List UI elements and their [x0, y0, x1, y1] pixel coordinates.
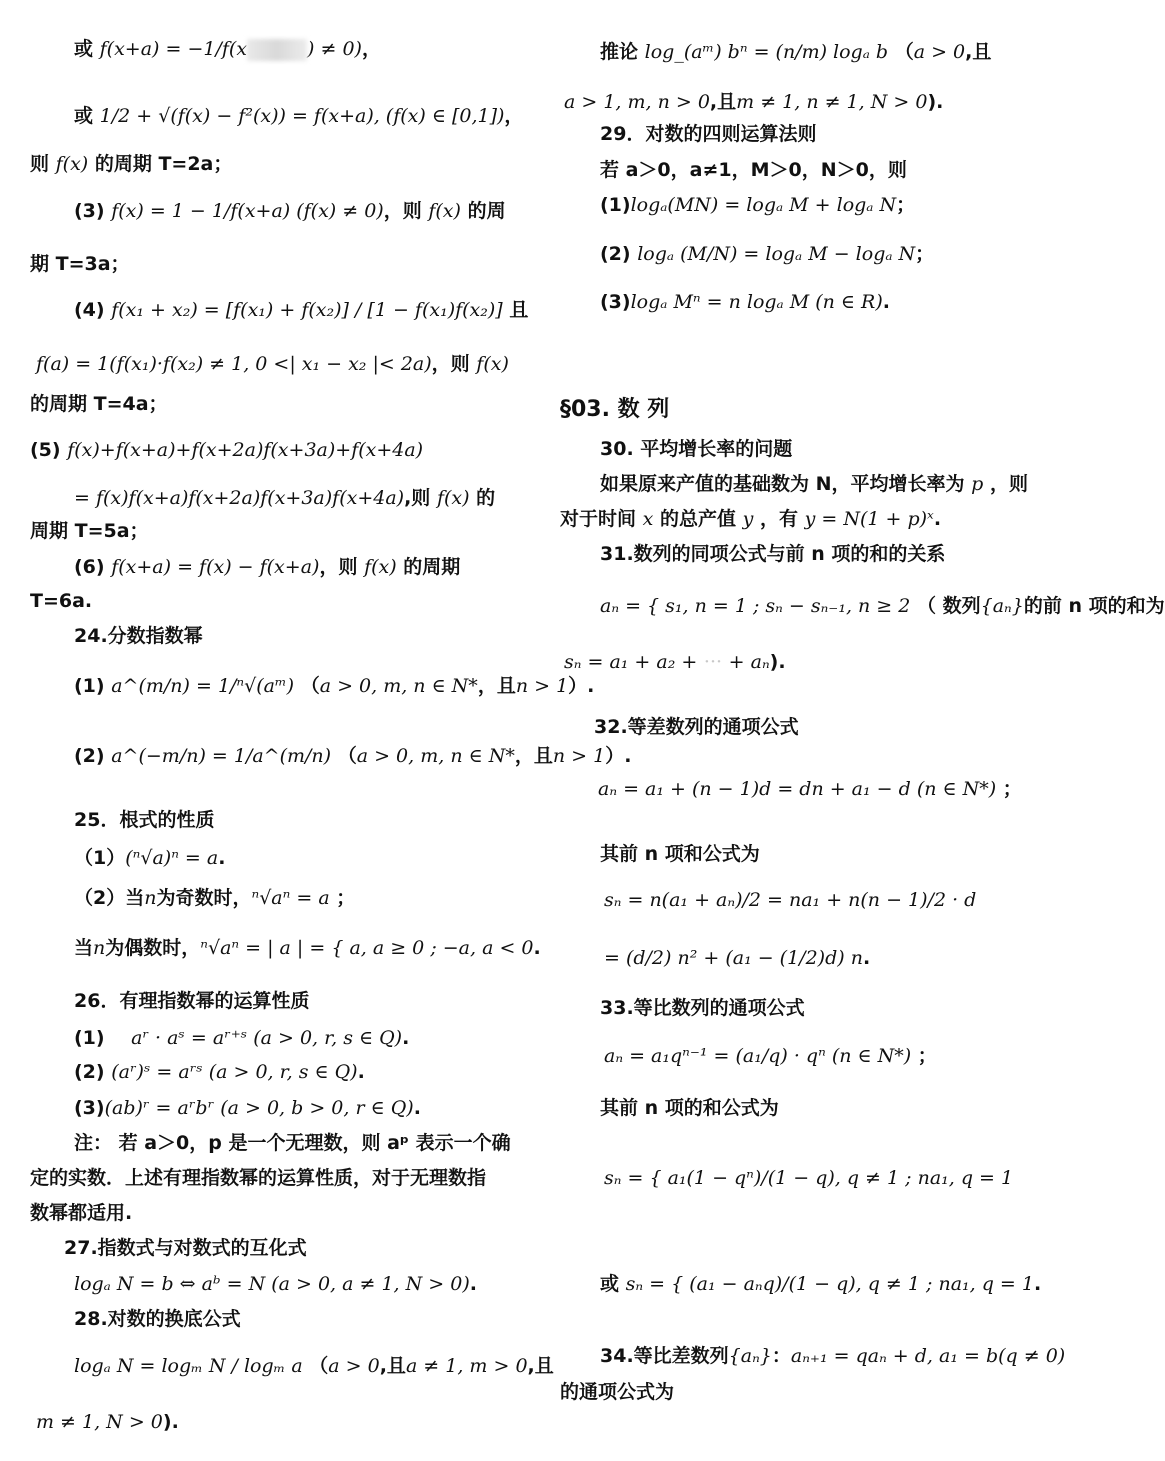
formula: = f(x)f(x+a)f(x+2a)f(x+3a)f(x+4a) [74, 487, 405, 509]
formula: f(x) [364, 556, 397, 578]
formula: f(a) = 1(f(x₁)·f(x₂) ≠ 1, 0 <| x₁ − x₂ |< 2a) [36, 353, 432, 375]
text: 25．根式的性质 [74, 809, 215, 831]
text: . [882, 291, 890, 313]
line [600, 38, 991, 66]
text: 28.对数的换底公式 [74, 1308, 241, 1330]
text: ； [336, 887, 356, 909]
note-line [74, 1129, 511, 1157]
text: ,且 [709, 91, 737, 113]
line [74, 1352, 554, 1380]
text: 或 [74, 38, 94, 60]
text: ，则 [383, 200, 422, 222]
formula: f(x+a) = −1/f(x [99, 38, 248, 60]
line [30, 587, 92, 615]
text: . [413, 1097, 421, 1119]
text: 34.等比差数列 [600, 1345, 729, 1367]
line [600, 470, 1028, 498]
formula: ) ≠ 0) [307, 38, 362, 60]
section-heading [600, 994, 805, 1022]
formula: n > 1 [552, 745, 606, 767]
text: 或 [74, 105, 94, 127]
text: 26．有理指数幂的运算性质 [74, 990, 310, 1012]
formula: logₐ (M/N) = logₐ M − logₐ N [637, 243, 916, 265]
line [600, 840, 760, 868]
formula: f(x) [436, 487, 470, 509]
line [74, 1058, 365, 1086]
text: ，则 [989, 473, 1028, 495]
text: ，则 [319, 556, 358, 578]
section-heading [594, 713, 799, 741]
section-heading [74, 1305, 241, 1333]
text: ； [915, 243, 935, 265]
text: ,且 [379, 1355, 406, 1377]
formula: f(x) [55, 153, 89, 175]
formula: y = N(1 + p)ˣ [804, 508, 934, 530]
text: ). [162, 1411, 179, 1433]
text: ）. [605, 745, 632, 767]
text: 数幂都适用. [30, 1202, 133, 1224]
formula: f(x) = 1 − 1/f(x+a) (f(x) ≠ 0) [111, 200, 384, 222]
text: 为偶数时， [105, 937, 201, 959]
text: (3) [600, 291, 631, 313]
formula: (aʳ)ˢ = aʳˢ (a > 0, r, s ∈ Q) [111, 1061, 358, 1083]
formula: n [93, 937, 106, 959]
formula: a > 1, m, n > 0 [564, 91, 710, 113]
text: (2) [600, 243, 631, 265]
text: 33.等比数列的通项公式 [600, 997, 805, 1019]
formula: a > 0, m, n ∈ N* [319, 675, 478, 697]
line [600, 1342, 1065, 1370]
line [560, 1378, 674, 1406]
line [564, 88, 943, 116]
text: ； [896, 194, 916, 216]
formula: m ≠ 1, n ≠ 1, N > 0 [736, 91, 928, 113]
text: (1) [74, 1027, 105, 1049]
text: (3) [74, 1097, 105, 1119]
line [30, 436, 423, 464]
section-heading [74, 622, 203, 650]
text: (3) [74, 200, 105, 222]
text: (2) [74, 1061, 105, 1083]
line [604, 886, 976, 914]
text: 27.指数式与对数式的互化式 [64, 1237, 307, 1259]
text: 29．对数的四则运算法则 [600, 123, 817, 145]
text: 31.数列的同项公式与前 n 项的和的关系 [600, 543, 946, 565]
text: ，有 [759, 508, 798, 530]
formula: logₐ N = logₘ N / logₘ a [74, 1355, 303, 1377]
formula: + aₙ [728, 651, 770, 673]
text: (2) [74, 745, 105, 767]
text: （ [309, 1355, 329, 1377]
line [604, 1042, 937, 1070]
text: . [933, 508, 942, 530]
text: 32.等差数列的通项公式 [594, 716, 799, 738]
text: 的周期 T=4a； [30, 393, 168, 415]
formula: m ≠ 1, N > 0 [36, 1411, 163, 1433]
text: 周期 T=5a； [30, 520, 149, 542]
formula: a > 0 [328, 1355, 380, 1377]
formula: ··· [703, 651, 723, 673]
text: . [469, 1273, 477, 1295]
text: ,则 [404, 487, 431, 509]
text: §03. 数 列 [560, 397, 670, 422]
text: ）. [568, 675, 595, 697]
text: （ [894, 41, 914, 63]
formula: a^(m/n) = 1/ⁿ√(aᵐ) [111, 675, 295, 697]
text: ，则 [431, 353, 470, 375]
text: 30. 平均增长率的问题 [600, 438, 793, 460]
formula: aₙ = a₁ + (n − 1)d = dn + a₁ − d (n ∈ N*) [598, 778, 997, 800]
line [74, 35, 381, 63]
text: . [862, 947, 871, 969]
line [74, 844, 225, 872]
text: （ 数列 [916, 595, 981, 617]
text: 则 [30, 153, 50, 175]
section-heading [600, 540, 945, 568]
text: （2）当 [74, 887, 145, 909]
line [600, 288, 890, 316]
text: ,且 [527, 1355, 554, 1377]
section-heading [600, 435, 792, 463]
formula: f(x)+f(x+a)+f(x+2a)f(x+3a)+f(x+4a) [67, 439, 424, 461]
line [604, 1164, 1013, 1192]
line [604, 944, 870, 972]
text: ， [504, 105, 524, 127]
chapter-heading [560, 396, 669, 424]
formula: a ≠ 1, m > 0 [405, 1355, 528, 1377]
text: (1) [74, 675, 105, 697]
formula: {aₙ} [980, 595, 1024, 617]
formula: a^(−m/n) = 1/a^(m/n) [111, 745, 332, 767]
text: ). [769, 651, 786, 673]
line [600, 1094, 779, 1122]
line [600, 156, 907, 184]
text: 24.分数指数幂 [74, 625, 203, 647]
line [74, 102, 523, 130]
line [74, 296, 528, 324]
line [30, 150, 232, 178]
formula: aₙ = { s₁, n = 1 ; sₙ − sₙ₋₁, n ≥ 2 [600, 595, 911, 617]
text: 定的实数．上述有理指数幂的运算性质，对于无理数指 [30, 1167, 487, 1189]
text: 或 [600, 1273, 620, 1295]
formula: sₙ = n(a₁ + aₙ)/2 = na₁ + n(n − 1)/2 · d [604, 889, 977, 911]
formula: log_(aᵐ) bⁿ = (n/m) logₐ b [644, 41, 889, 63]
formula: sₙ = { a₁(1 − qⁿ)/(1 − q), q ≠ 1 ; na₁, q = 1 [604, 1167, 1014, 1189]
formula: ⁿ√aⁿ = a [251, 887, 330, 909]
text: 的通项公式为 [560, 1381, 675, 1403]
text: （1） [74, 847, 126, 869]
line [74, 884, 355, 912]
text: . [357, 1061, 365, 1083]
section-heading [600, 120, 816, 148]
text: (4) [74, 299, 105, 321]
formula: n > 1 [515, 675, 569, 697]
text: ； [1002, 778, 1022, 800]
formula: (ⁿ√a)ⁿ = a [125, 847, 219, 869]
text: . [533, 937, 541, 959]
text: （ [300, 675, 320, 697]
text: (1) [600, 194, 631, 216]
text: ). [927, 91, 944, 113]
section-heading [64, 1234, 307, 1262]
note-line [30, 1199, 132, 1227]
formula: p [971, 473, 984, 495]
formula: (ab)ʳ = aʳbʳ (a > 0, b > 0, r ∈ Q) [104, 1097, 414, 1119]
line [30, 250, 130, 278]
text: （ [337, 745, 357, 767]
section-heading [74, 987, 309, 1015]
formula: logₐ Mⁿ = n logₐ M (n ∈ R) [630, 291, 883, 313]
formula: aʳ · aˢ = aʳ⁺ˢ (a > 0, r, s ∈ Q) [131, 1027, 403, 1049]
formula: {aₙ} [728, 1345, 772, 1367]
line [74, 1270, 477, 1298]
text: 的总产值 [659, 508, 736, 530]
line [74, 1024, 409, 1052]
line [600, 240, 934, 268]
line [564, 648, 786, 676]
formula: sₙ = a₁ + a₂ + [564, 651, 698, 673]
line [74, 742, 631, 770]
text: 且 [509, 299, 529, 321]
line [36, 350, 509, 378]
formula: ⁿ√aⁿ = | a | = { a, a ≥ 0 ; −a, a < 0 [200, 937, 534, 959]
text: ， [361, 38, 381, 60]
line [600, 191, 915, 219]
line [74, 1094, 421, 1122]
section-heading [74, 806, 214, 834]
formula: a > 0 [913, 41, 966, 63]
line [30, 390, 168, 418]
formula: f(x₁ + x₂) = [f(x₁) + f(x₂)] / [1 − f(x₁)f(x₂)] [111, 299, 503, 321]
text: 若 a＞0，a≠1，M＞0，N＞0，则 [600, 159, 907, 181]
text: T=6a. [30, 590, 93, 612]
formula: aₙ = a₁qⁿ⁻¹ = (a₁/q) · qⁿ (n ∈ N*) [604, 1045, 912, 1067]
formula: = (d/2) n² + (a₁ − (1/2)d) n [604, 947, 863, 969]
text: 的前 n 项的和为 [1023, 595, 1165, 617]
text: ，且 [514, 745, 553, 767]
text: . [402, 1027, 410, 1049]
note-line [30, 1164, 486, 1192]
text: ,且 [965, 41, 992, 63]
formula: f(x) [428, 200, 461, 222]
text: 期 T=3a； [30, 253, 130, 275]
text: 注： 若 a＞0，p 是一个无理数，则 aᵖ 表示一个确 [74, 1132, 511, 1154]
text: 为奇数时， [156, 887, 252, 909]
text: 推论 [600, 41, 639, 63]
formula: a > 0, m, n ∈ N* [356, 745, 515, 767]
blurred-region [247, 39, 307, 61]
formula: sₙ = { (a₁ − aₙq)/(1 − q), q ≠ 1 ; na₁, q = 1 [625, 1273, 1034, 1295]
formula: aₙ₊₁ = qaₙ + d, a₁ = b(q ≠ 0) [790, 1345, 1066, 1367]
formula: f(x) [476, 353, 509, 375]
text: ，且 [477, 675, 516, 697]
line [30, 517, 149, 545]
line [74, 672, 594, 700]
formula: logₐ(MN) = logₐ M + logₐ N [630, 194, 897, 216]
text: 的周 [467, 200, 506, 222]
line [600, 1270, 1041, 1298]
line [74, 484, 495, 512]
text: . [1033, 1273, 1042, 1295]
line [598, 775, 1022, 803]
text: (5) [30, 439, 61, 461]
line [74, 553, 460, 581]
line [74, 197, 506, 225]
text: 如果原来产值的基础数为 N，平均增长率为 [600, 473, 965, 495]
formula: y [742, 508, 754, 530]
text: ； [917, 1045, 937, 1067]
line [36, 1408, 179, 1436]
line [560, 505, 941, 533]
text: . [218, 847, 226, 869]
text: 对于时间 [560, 508, 637, 530]
text: 的周期 [403, 556, 461, 578]
line [74, 934, 541, 962]
formula: logₐ N = b ⇔ aᵇ = N (a > 0, a ≠ 1, N > 0) [74, 1273, 470, 1295]
formula: n [144, 887, 157, 909]
text: 的周期 T=2a； [94, 153, 233, 175]
formula: x [642, 508, 654, 530]
formula: f(x+a) = f(x) − f(x+a) [111, 556, 320, 578]
text: (6) [74, 556, 105, 578]
text: 的 [476, 487, 496, 509]
formula: 1/2 + √(f(x) − f²(x)) = f(x+a), (f(x) ∈ [0,1]) [99, 105, 505, 127]
text: ： [771, 1345, 791, 1367]
text: 当 [74, 937, 94, 959]
text: 其前 n 项的和公式为 [600, 1097, 779, 1119]
line [600, 592, 1165, 620]
text: 其前 n 项和公式为 [600, 843, 760, 865]
